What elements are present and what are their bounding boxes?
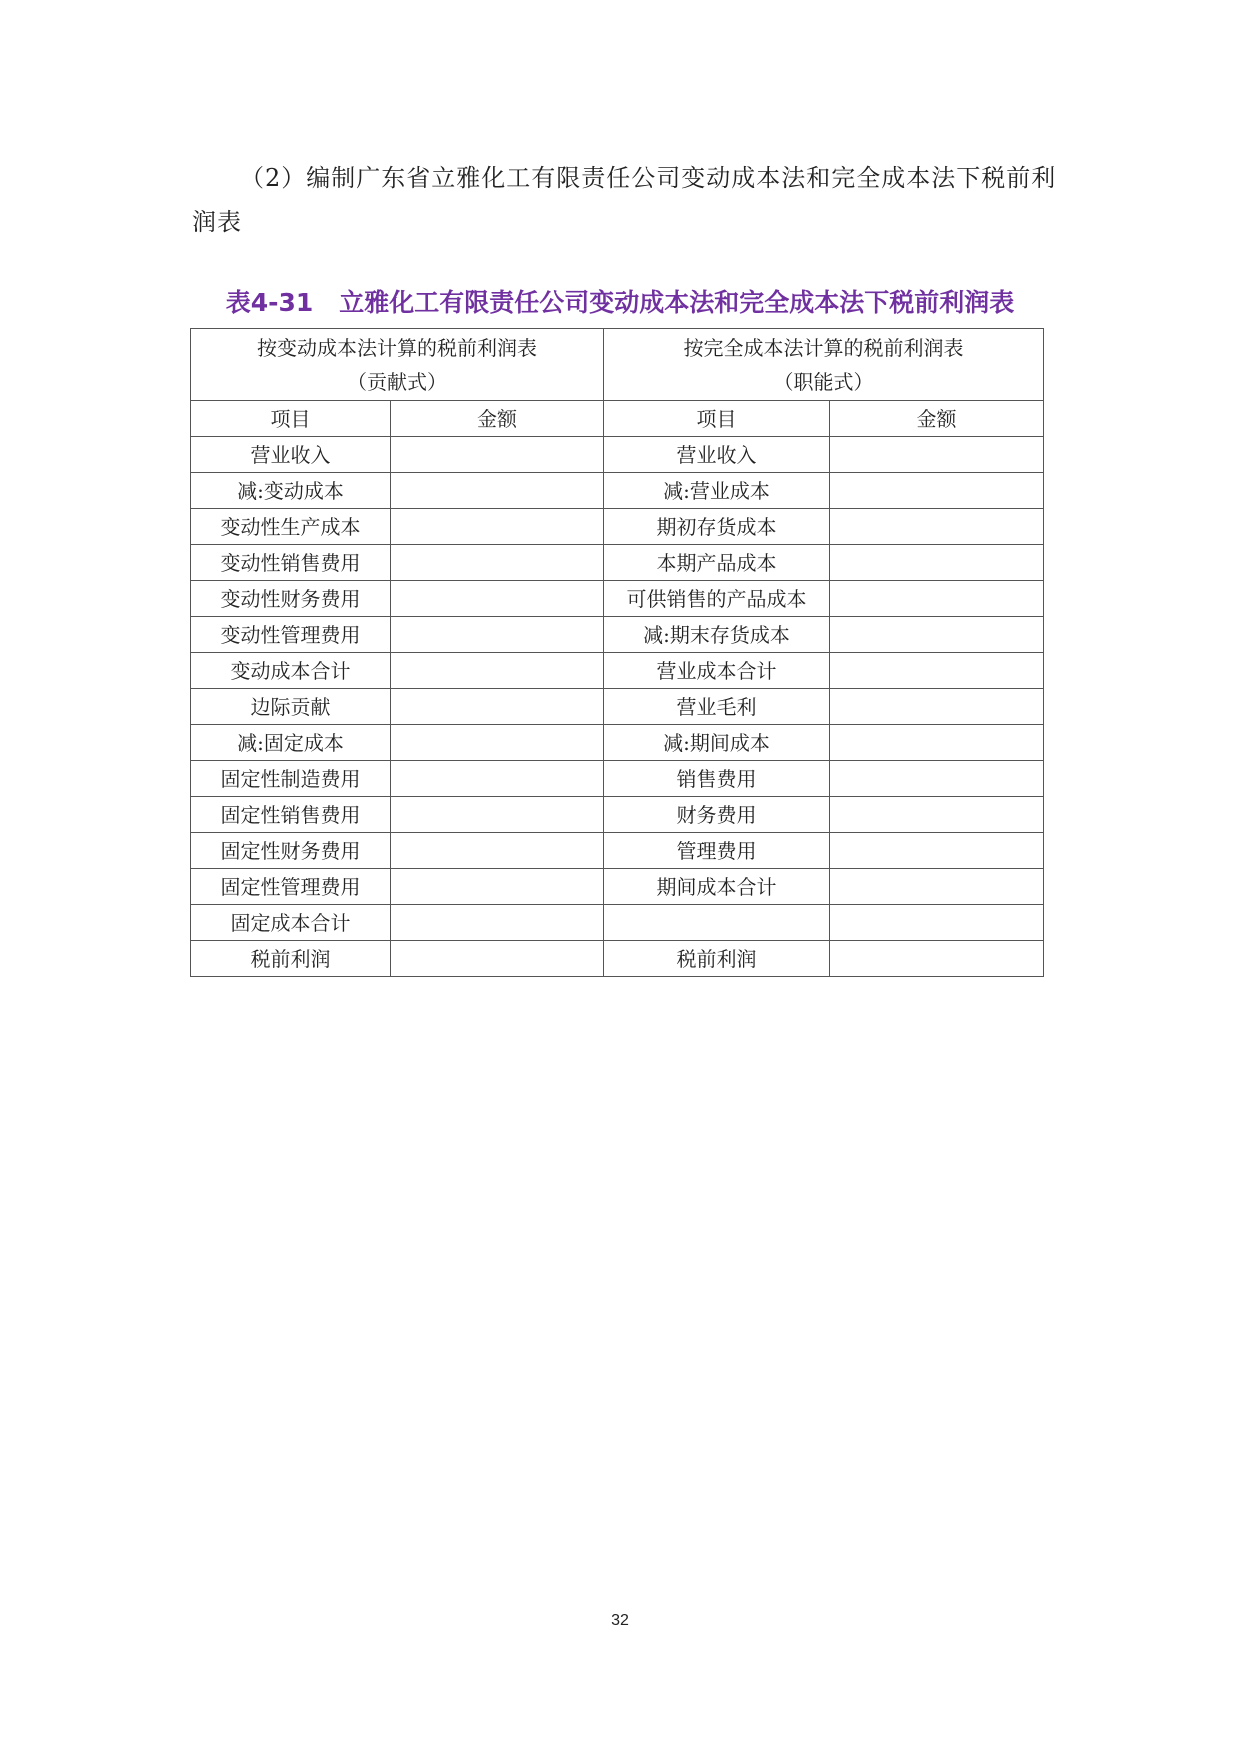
table-row [191,725,1044,761]
right-item-cell: 管理费用 [604,833,830,869]
table-row [191,689,1044,725]
table-row [191,653,1044,689]
right-amount-cell [830,689,1044,725]
right-item-cell: 可供销售的产品成本 [604,581,830,617]
table-row [191,833,1044,869]
table-row [191,869,1044,905]
variable-costing-header [191,329,604,401]
right-item-cell: 期间成本合计 [604,869,830,905]
table-row [191,905,1044,941]
table-row [191,437,1044,473]
table-row [191,617,1044,653]
column-header-amount-left: 金额 [391,401,604,437]
table-row [191,797,1044,833]
right-item-cell: 减:期间成本 [604,725,830,761]
right-amount-cell [830,509,1044,545]
left-amount-cell [391,437,604,473]
profit-comparison-table [190,328,1044,977]
right-amount-cell [830,833,1044,869]
table-caption [0,283,1240,319]
left-amount-cell [391,869,604,905]
instruction-paragraph [192,156,1062,244]
left-amount-cell [391,689,604,725]
left-amount-cell [391,761,604,797]
left-item-cell: 固定性制造费用 [191,761,391,797]
right-item-cell: 减:营业成本 [604,473,830,509]
left-item-cell: 变动性生产成本 [191,509,391,545]
page-number: 32 [611,1612,629,1629]
left-item-cell: 减:变动成本 [191,473,391,509]
right-amount-cell [830,905,1044,941]
table-number: 表4-31 [225,288,314,317]
variable-costing-subtitle: （贡献式） [347,369,447,394]
right-item-cell: 本期产品成本 [604,545,830,581]
left-item-cell: 固定性管理费用 [191,869,391,905]
left-item-cell: 变动成本合计 [191,653,391,689]
variable-costing-title: 按变动成本法计算的税前利润表 [257,335,537,360]
left-amount-cell [391,797,604,833]
right-item-cell: 减:期末存货成本 [604,617,830,653]
right-amount-cell [830,869,1044,905]
column-header-item-right: 项目 [604,401,830,437]
left-item-cell: 固定成本合计 [191,905,391,941]
paragraph-line-1: （2）编制广东省立雅化工有限责任公司变动成本法和完全成本法下税前利 [240,164,1057,192]
right-item-cell: 税前利润 [604,941,830,977]
right-amount-cell [830,725,1044,761]
absorption-costing-header [604,329,1044,401]
table-row [191,761,1044,797]
left-item-cell: 边际贡献 [191,689,391,725]
right-amount-cell [830,617,1044,653]
left-amount-cell [391,581,604,617]
left-item-cell: 变动性销售费用 [191,545,391,581]
left-amount-cell [391,509,604,545]
left-item-cell: 税前利润 [191,941,391,977]
left-item-cell: 变动性管理费用 [191,617,391,653]
left-amount-cell [391,833,604,869]
absorption-costing-subtitle: （职能式） [773,369,874,394]
right-item-cell: 期初存货成本 [604,509,830,545]
right-item-cell: 营业收入 [604,437,830,473]
right-amount-cell [830,653,1044,689]
right-item-cell: 营业毛利 [604,689,830,725]
left-amount-cell [391,617,604,653]
right-item-cell [604,905,830,941]
right-amount-cell [830,761,1044,797]
left-amount-cell [391,545,604,581]
right-amount-cell [830,941,1044,977]
right-amount-cell [830,545,1044,581]
right-amount-cell [830,581,1044,617]
right-item-cell: 营业成本合计 [604,653,830,689]
table-row [191,545,1044,581]
left-item-cell: 固定性财务费用 [191,833,391,869]
table-row [191,941,1044,977]
paragraph-line-2: 润表 [192,208,242,236]
right-amount-cell [830,473,1044,509]
right-item-cell: 财务费用 [604,797,830,833]
left-amount-cell [391,725,604,761]
table-column-header-row [191,401,1044,437]
absorption-costing-title: 按完全成本法计算的税前利润表 [683,335,964,360]
left-amount-cell [391,473,604,509]
table-row [191,509,1044,545]
left-amount-cell [391,905,604,941]
left-item-cell: 减:固定成本 [191,725,391,761]
right-amount-cell [830,797,1044,833]
left-item-cell: 固定性销售费用 [191,797,391,833]
left-amount-cell [391,653,604,689]
left-item-cell: 变动性财务费用 [191,581,391,617]
left-item-cell: 营业收入 [191,437,391,473]
table-row [191,473,1044,509]
right-amount-cell [830,437,1044,473]
column-header-item-left: 项目 [191,401,391,437]
right-item-cell: 销售费用 [604,761,830,797]
table-title: 立雅化工有限责任公司变动成本法和完全成本法下税前利润表 [339,288,1015,317]
table-group-header-row [191,329,1044,401]
column-header-amount-right: 金额 [830,401,1044,437]
table-row [191,581,1044,617]
left-amount-cell [391,941,604,977]
